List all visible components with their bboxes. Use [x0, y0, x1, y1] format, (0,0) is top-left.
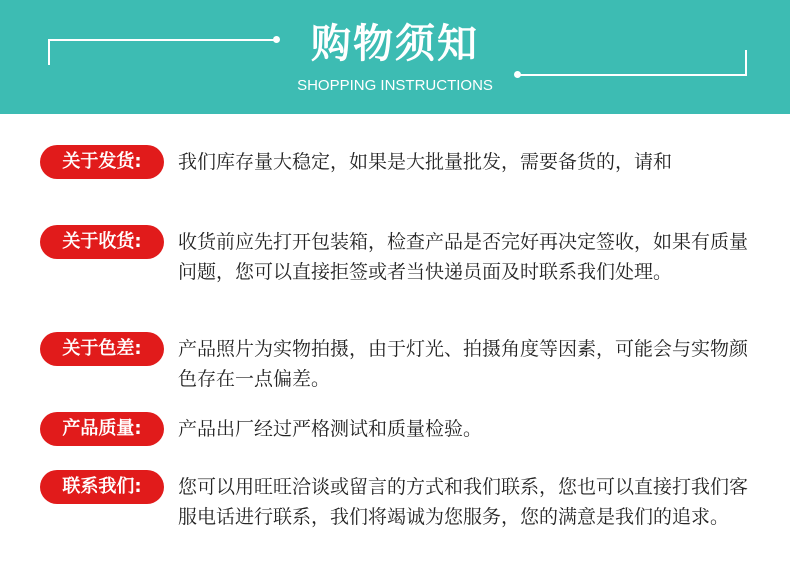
contact-text: 您可以用旺旺洽谈或留言的方式和我们联系，您也可以直接打我们客服电话进行联系，我们将竭诚为您服务，您的满意是我们的追求。	[178, 476, 749, 528]
product-quality-text: 产品出厂经过严格测试和质量检验。	[178, 418, 483, 440]
color-difference-label: 关于色差:	[40, 332, 164, 366]
shipping-text: 我们库存量大稳定，如果是大批量批发，需要备货的，请和	[178, 151, 673, 173]
color-difference-text: 产品照片为实物拍摄，由于灯光、拍摄角度等因素，可能会与实物颜色存在一点偏差。	[178, 338, 749, 390]
header-banner	[0, 0, 790, 114]
product-quality-label: 产品质量:	[40, 412, 164, 446]
page-subtitle: SHOPPING INSTRUCTIONS	[297, 77, 493, 94]
shipping-label: 关于发货:	[40, 145, 164, 179]
contact-label: 联系我们:	[40, 470, 164, 504]
receiving-label: 关于收货:	[40, 225, 164, 259]
right-decor-horizontal-line	[518, 74, 747, 76]
receiving-text: 收货前应先打开包装箱，检查产品是否完好再决定签收，如果有质量问题，您可以直接拒签或者当快递员面及时联系我们处理。	[178, 231, 749, 283]
page-title: 购物须知	[311, 21, 479, 67]
